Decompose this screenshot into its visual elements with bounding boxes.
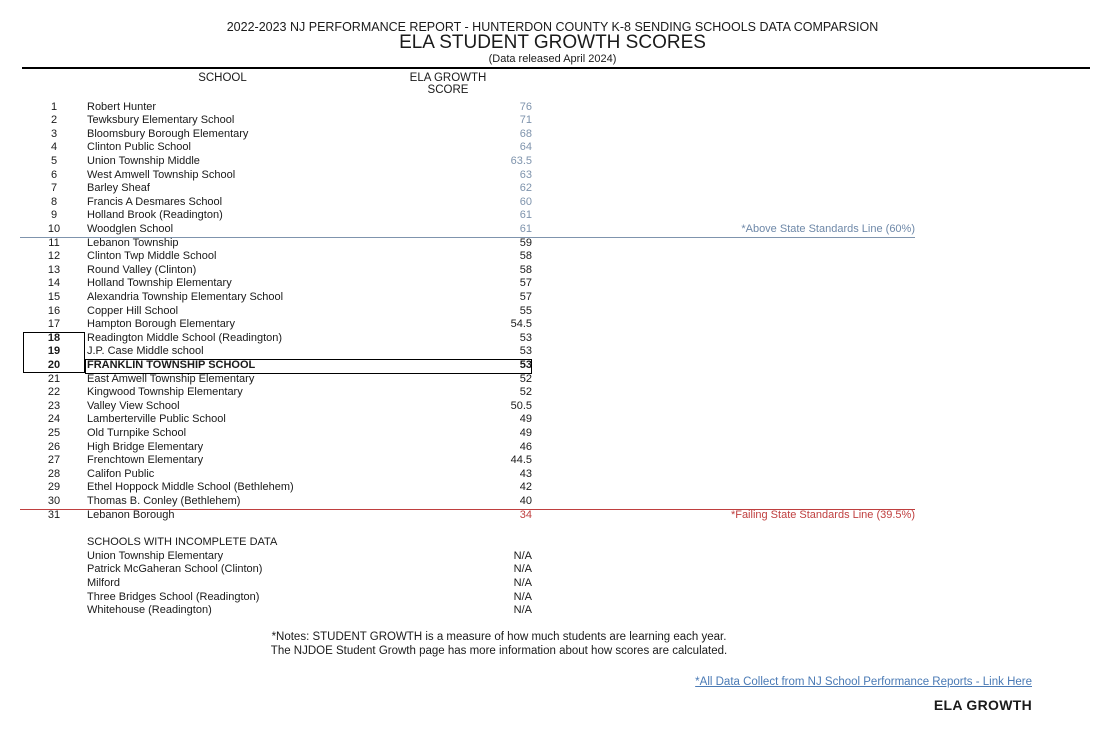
- score-value: 50.5: [510, 399, 532, 412]
- row-rank: 11: [48, 236, 60, 249]
- page-title: ELA STUDENT GROWTH SCORES: [399, 32, 706, 53]
- school-name: Milford: [87, 576, 121, 589]
- score-value: 55: [519, 304, 532, 317]
- table-row: [0, 305, 1105, 319]
- row-rank: 13: [47, 263, 61, 276]
- school-name: Old Turnpike School: [87, 426, 187, 439]
- franklin-township-row-box: [85, 359, 532, 374]
- incomplete-row: [0, 577, 1105, 591]
- row-rank: 8: [50, 195, 58, 208]
- school-name: Valley View School: [87, 399, 180, 412]
- school-name: Woodglen School: [87, 223, 174, 236]
- row-rank: 31: [47, 508, 61, 521]
- score-value: 53: [519, 345, 532, 358]
- school-name: High Bridge Elementary: [87, 440, 204, 453]
- score-value: 63.5: [510, 155, 532, 168]
- incomplete-row: [0, 591, 1105, 605]
- table-row: [0, 277, 1105, 291]
- incomplete-heading-row: [0, 536, 1105, 550]
- table-row: [0, 169, 1105, 183]
- school-name: Union Township Middle: [87, 155, 200, 168]
- table-row: [0, 250, 1105, 264]
- table-row: [0, 141, 1105, 155]
- score-value: N/A: [513, 590, 532, 603]
- table-row: [0, 413, 1105, 427]
- school-name: Lebanon Borough: [87, 508, 175, 521]
- incomplete-row: [0, 604, 1105, 618]
- row-rank: 2: [50, 114, 58, 127]
- row-rank: 20: [47, 358, 61, 371]
- table-row: [0, 386, 1105, 400]
- row-rank: 16: [47, 304, 61, 317]
- score-value: N/A: [513, 604, 532, 617]
- incomplete-row: [0, 563, 1105, 577]
- row-rank: 30: [47, 494, 61, 507]
- incomplete-rows: [0, 550, 1105, 618]
- school-name: Holland Brook (Readington): [87, 209, 223, 222]
- table-row: [0, 509, 1105, 523]
- row-rank: 21: [47, 372, 61, 385]
- score-value: 68: [519, 127, 532, 140]
- table-row: [0, 223, 1105, 237]
- score-value: 57: [519, 277, 532, 290]
- school-name: Lebanon Township: [87, 236, 179, 249]
- score-value: N/A: [513, 576, 532, 589]
- school-name: Thomas B. Conley (Bethlehem): [87, 494, 241, 507]
- score-value: 59: [519, 236, 532, 249]
- row-rank: 15: [47, 291, 61, 303]
- school-name: Robert Hunter: [87, 100, 157, 113]
- school-name: Francis A Desmares School: [87, 195, 223, 208]
- table-row: [0, 182, 1105, 196]
- table-row: [0, 345, 1105, 359]
- table-row: [0, 101, 1105, 115]
- row-rank: 7: [50, 182, 58, 195]
- school-name: Ethel Hoppock Middle School (Bethlehem): [87, 481, 294, 494]
- school-name: J.P. Case Middle school: [87, 345, 204, 358]
- score-value: N/A: [513, 563, 532, 576]
- school-name: Patrick McGaheran School (Clinton): [87, 563, 263, 576]
- incomplete-data-section: [0, 536, 1105, 618]
- score-table-rows: [0, 101, 1105, 522]
- column-header-ela-growth-score: ELA GROWTH SCORE: [409, 72, 487, 96]
- table-row: [0, 237, 1105, 251]
- table-row: [0, 481, 1105, 495]
- row-rank: 28: [47, 467, 61, 480]
- school-name: Alexandria Township Elementary School: [87, 291, 284, 303]
- row-rank: 22: [47, 386, 61, 399]
- table-row: [0, 155, 1105, 169]
- score-value: 52: [519, 372, 532, 385]
- school-name: Readington Middle School (Readington): [87, 331, 283, 344]
- header-rule: [22, 67, 1090, 69]
- score-value: 52: [519, 386, 532, 399]
- row-rank: 26: [47, 440, 61, 453]
- score-value: N/A: [513, 549, 532, 562]
- incomplete-heading: SCHOOLS WITH INCOMPLETE DATA: [87, 536, 278, 549]
- score-value: 71: [519, 114, 532, 127]
- table-row: [0, 468, 1105, 482]
- table-row: [0, 291, 1105, 305]
- notes-block: [149, 631, 849, 658]
- score-value: 64: [519, 141, 532, 154]
- row-rank: 24: [47, 413, 61, 426]
- report-line: 2022-2023 NJ PERFORMANCE REPORT - HUNTERDON COUNTY K-8 SENDING SCHOOLS DATA COMPARSION: [226, 20, 879, 34]
- above-standards-annotation: *Above State Standards Line (60%): [741, 223, 915, 236]
- score-value: 54.5: [510, 318, 532, 331]
- school-name: Barley Sheaf: [87, 182, 150, 195]
- school-name: Hampton Borough Elementary: [87, 318, 235, 331]
- score-value: 43: [519, 467, 532, 480]
- table-row: [0, 128, 1105, 142]
- score-value: 57: [519, 291, 532, 303]
- score-value: 44.5: [510, 454, 532, 467]
- row-rank: 5: [50, 155, 58, 168]
- row-rank: 3: [50, 127, 58, 140]
- table-row: [0, 264, 1105, 278]
- score-value: 61: [519, 209, 532, 222]
- school-name: Califon Public: [87, 467, 155, 480]
- score-value: 46: [519, 440, 532, 453]
- row-rank: 12: [47, 250, 61, 263]
- row-rank: 6: [50, 168, 58, 181]
- rank-18-20-box: [23, 332, 85, 373]
- score-value: 49: [519, 426, 532, 439]
- row-rank: 19: [47, 345, 61, 358]
- note-line-2: The NJDOE Student Growth page has more information about how scores are calculated.: [270, 644, 728, 657]
- score-value: 62: [519, 182, 532, 195]
- score-value: 58: [519, 250, 532, 263]
- row-rank: 29: [47, 481, 61, 494]
- sheet-tab-ela-growth[interactable]: ELA GROWTH: [933, 697, 1032, 713]
- school-name: FRANKLIN TOWNSHIP SCHOOL: [87, 358, 256, 371]
- score-value: 42: [519, 481, 532, 494]
- score-value: 63: [519, 168, 532, 181]
- table-row: [0, 114, 1105, 128]
- score-value: 58: [519, 263, 532, 276]
- row-rank: 25: [47, 426, 61, 439]
- incomplete-row: [0, 550, 1105, 564]
- column-header-school: SCHOOL: [198, 72, 247, 84]
- table-row: [0, 427, 1105, 441]
- table-row: [0, 400, 1105, 414]
- row-rank: 14: [47, 277, 61, 290]
- failing-standards-annotation: *Failing State Standards Line (39.5%): [730, 508, 915, 521]
- school-name: Three Bridges School (Readington): [87, 590, 260, 603]
- score-value: 60: [519, 195, 532, 208]
- score-value: 40: [519, 494, 532, 507]
- school-name: Clinton Twp Middle School: [87, 250, 217, 263]
- school-name: West Amwell Township School: [87, 168, 236, 181]
- score-value: 49: [519, 413, 532, 426]
- school-name: Lamberterville Public School: [87, 413, 226, 426]
- score-value: 53: [519, 358, 532, 371]
- row-rank: 27: [47, 454, 61, 467]
- score-value: 76: [519, 100, 532, 113]
- school-name: Frenchtown Elementary: [87, 454, 204, 467]
- table-row: [0, 373, 1105, 387]
- school-name: Holland Township Elementary: [87, 277, 232, 290]
- row-rank: 9: [50, 209, 58, 222]
- score-value: 61: [519, 223, 532, 236]
- table-row: [0, 495, 1105, 509]
- score-value: 53: [519, 331, 532, 344]
- table-row: [0, 196, 1105, 210]
- school-name: Kingwood Township Elementary: [87, 386, 243, 399]
- school-name: Round Valley (Clinton): [87, 263, 197, 276]
- school-name: Union Township Elementary: [87, 549, 224, 562]
- table-row: [0, 209, 1105, 223]
- subtitle: (Data released April 2024): [488, 53, 617, 65]
- row-rank: 1: [50, 100, 58, 113]
- data-source-link[interactable]: *All Data Collect from NJ School Performance Reports - Link Here: [695, 676, 1032, 688]
- row-rank: 23: [47, 399, 61, 412]
- school-name: Bloomsbury Borough Elementary: [87, 127, 249, 140]
- table-row: [0, 454, 1105, 468]
- row-rank: 10: [47, 223, 61, 236]
- school-name: Clinton Public School: [87, 141, 191, 154]
- score-value: 34: [519, 508, 532, 521]
- table-row: [0, 332, 1105, 346]
- table-row: [0, 318, 1105, 332]
- note-line-1: *Notes: STUDENT GROWTH is a measure of how much students are learning each year.: [271, 631, 727, 643]
- school-name: Tewksbury Elementary School: [87, 114, 235, 127]
- row-rank: 18: [47, 331, 61, 344]
- row-rank: 17: [47, 318, 61, 331]
- school-name: Copper Hill School: [87, 304, 179, 317]
- school-name: East Amwell Township Elementary: [87, 372, 255, 385]
- row-rank: 4: [50, 141, 58, 154]
- school-name: Whitehouse (Readington): [87, 604, 212, 617]
- table-row: [0, 441, 1105, 455]
